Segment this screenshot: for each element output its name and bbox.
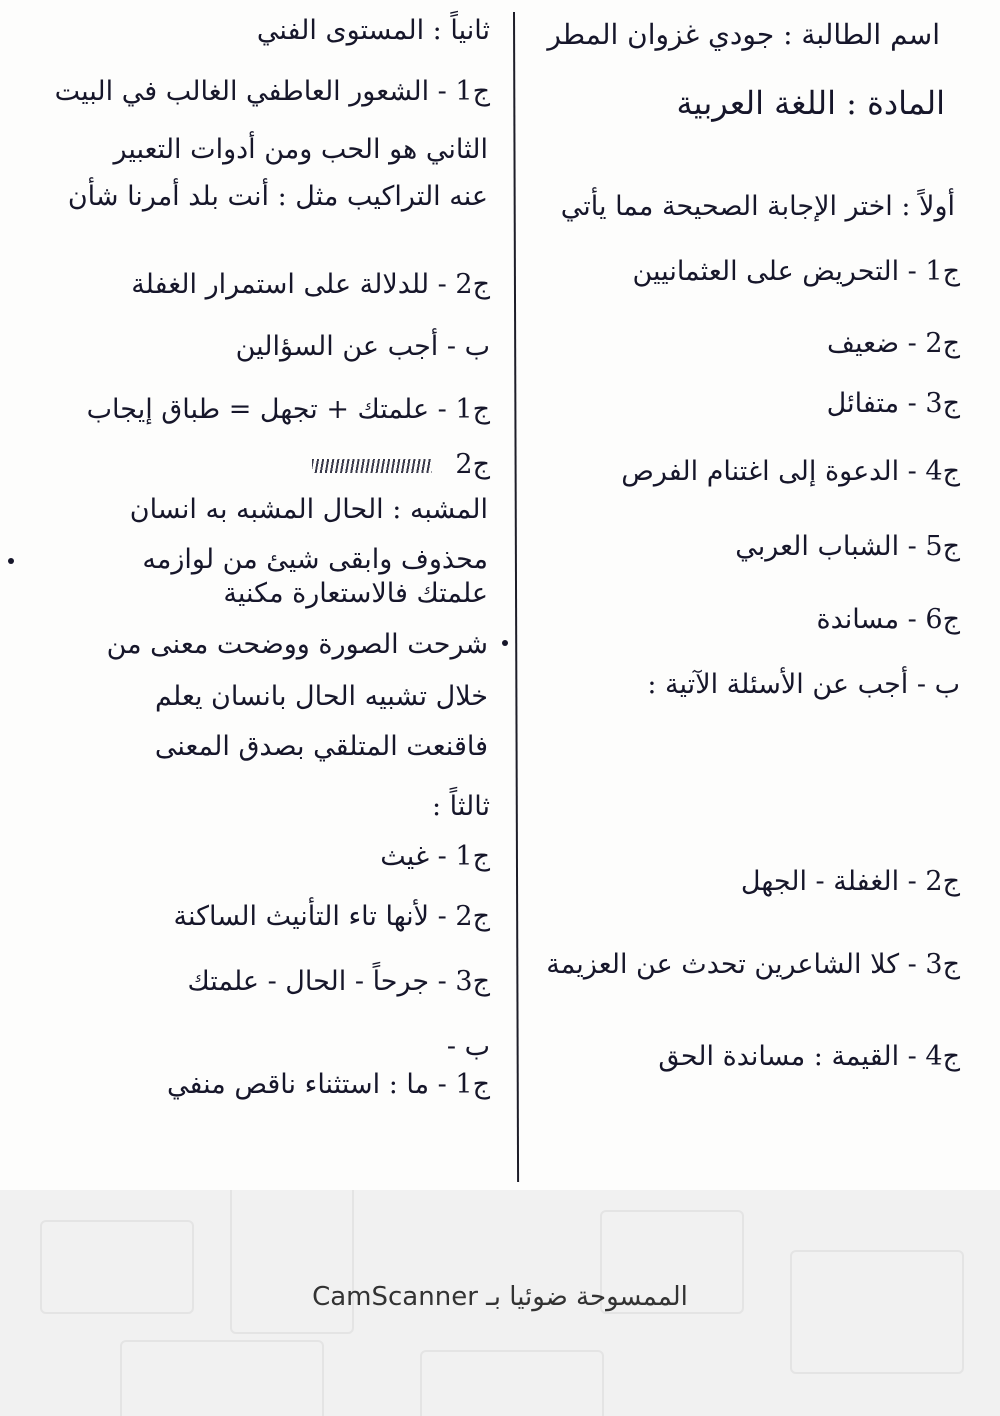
watermark-shape [120,1340,324,1416]
watermark-shape [230,1190,354,1334]
answer-5: ج5 - الشباب العربي [735,531,960,562]
section-one-heading: أولاً : اختر الإجابة الصحيحة مما يأتي [560,191,955,222]
watermark-shape [420,1350,604,1416]
b-answer-4: ج4 - القيمة : مساندة الحق [658,1041,960,1072]
student-name: اسم الطالبة : جودي غزوان المطر [547,18,940,51]
q1-line-2: الثاني هو الحب ومن أدوات التعبير [113,134,488,165]
b2-line-5: خلال تشبيه الحال بانسان يعلم [155,681,488,712]
part-b-heading-right: ب - أجب عن الأسئلة الآتية : [647,669,960,700]
camscanner-label: الممسوحة ضوئيا بـ CamScanner [312,1282,688,1312]
b2-line-2: محذوف وابقى شيئ من لوازمه [142,544,488,575]
section-three-heading: ثالثاً : [431,791,490,822]
three-answer-3: ج3 - جرحاً - الحال - علمتك [187,966,490,997]
bullet-mark [8,558,14,564]
b-answer-3: ج3 - كلا الشاعرين تحدث عن العزيمة [546,949,960,980]
b2-line-4: شرحت الصورة ووضحت معنى من [106,629,488,660]
watermark-shape [790,1250,964,1374]
section-two-heading: ثانياً : المستوى الفني [256,15,490,46]
b2-line-1: المشبه : الحال المشبه به انسان [129,494,488,525]
subject-title: المادة : اللغة العربية [676,84,945,122]
three-answer-1: ج1 - غيث [380,841,490,872]
three-b-heading: ب - [446,1031,490,1062]
column-divider [513,12,519,1182]
q2-answer: ج2 - للدلالة على استمرار الغفلة [131,269,490,300]
three-b1-answer: ج1 - ما : استثناء ناقص منفي [166,1069,490,1100]
bullet-mark [502,640,508,646]
b2-label: ج2 [455,449,490,480]
q1-line-3: عنه التراكيب مثل : أنت بلد أمرنا شأن [67,181,488,212]
answer-6: ج6 - مساندة [816,604,960,635]
b2-line-6: فاقنعت المتلقي بصدق المعنى [154,731,488,762]
answer-4: ج4 - الدعوة إلى اغتنام الفرص [621,456,960,487]
answer-3: ج3 - متفائل [826,388,960,419]
answer-2: ج2 - ضعيف [827,328,960,359]
b2-line-3: علمتك فالاستعارة مكنية [223,578,488,609]
camscanner-footer [0,1190,1000,1416]
b1-answer: ج1 - علمتك + تجهل = طباق إيجاب [86,394,490,425]
q1-line-1: ج1 - الشعور العاطفي الغالب في البيت [54,76,490,107]
crossed-out-text [312,459,432,473]
part-b-heading-left: ب - أجب عن السؤالين [235,331,490,362]
three-answer-2: ج2 - لأنها تاء التأنيث الساكنة [173,901,490,932]
b-answer-2: ج2 - الغفلة - الجهل [740,866,960,897]
answer-1: ج1 - التحريض على العثمانيين [632,256,960,287]
